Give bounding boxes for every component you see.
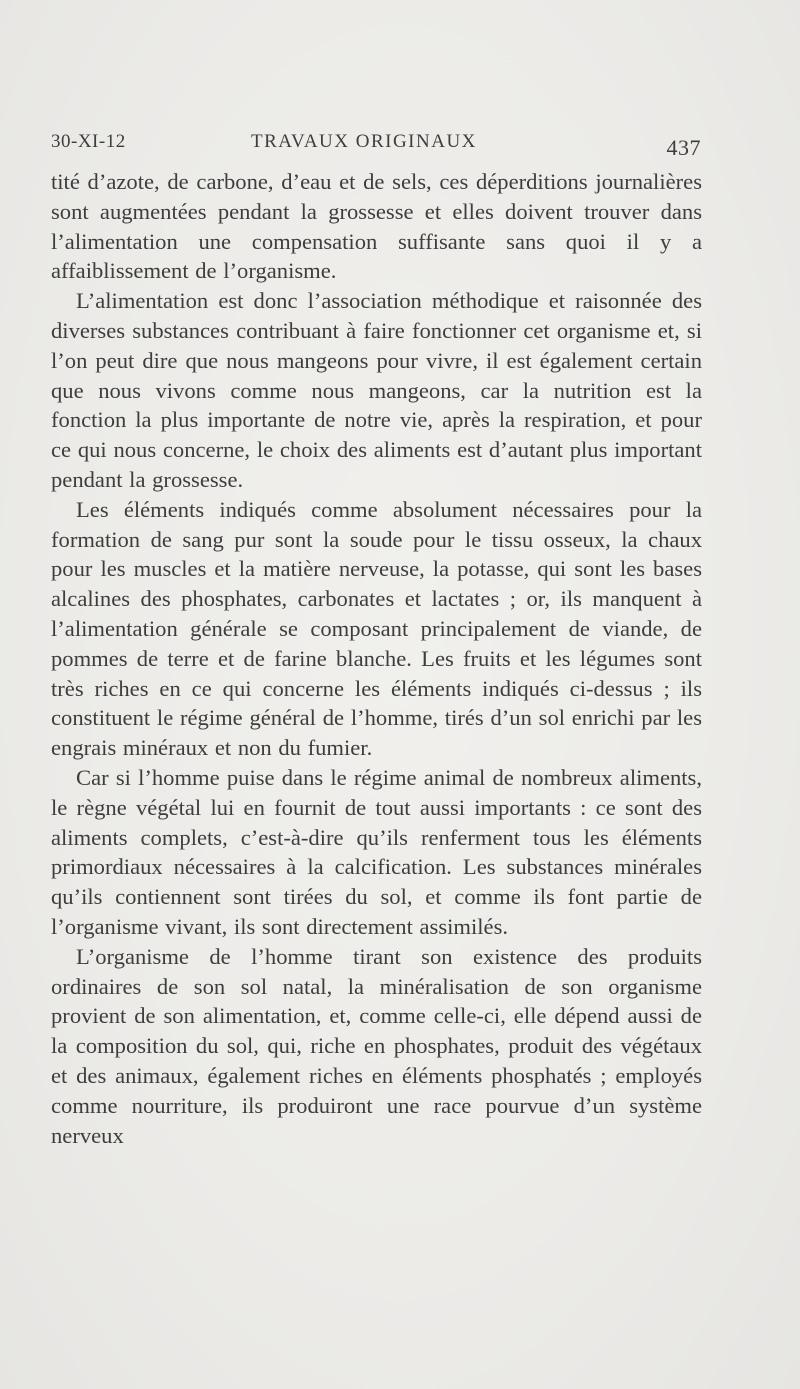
paragraph-organisme: L’organisme de l’homme tirant son existence des produits ordinaires de son sol natal, la minéralisation de son organisme provient de son alimentation, et, comme celle-ci, elle dépend aussi de la composition du sol, qui, riche en phosphates, produit des végétaux et des animaux, également riches en éléments phosphatés ; employés comme nourriture, ils produiront une race pourvue d’un système nerveux	[51, 943, 702, 1148]
paragraph-regime: Car si l’homme puise dans le régime animal de nombreux aliments, le règne végétal lui en fournit de tout aussi importants : ce sont des aliments complets, c’est-à-dire qu’ils renferment tous les éléments primordiaux nécessaires à la calcification. Les substances minérales qu’ils contiennent sont tirées du sol, et comme ils font partie de l’organisme vivant, ils sont directement assimilés.	[51, 764, 702, 939]
header-date: 30-XI-12	[51, 131, 126, 152]
paragraph-elements: Les éléments indiqués comme absolument nécessaires pour la formation de sang pur sont la soude pour le tissu osseux, la chaux pour les muscles et la matière nerveuse, la potasse, qui sont les bases alcalines des phosphates, carbonates et lactates ; or, ils manquent à l’alimentation générale se composant principalement de viande, de pommes de terre et de farine blanche. Les fruits et les légumes sont très riches en ce qui concerne les éléments indiqués ci-dessus ; ils constituent le régime général de l’homme, tirés d’un sol enrichi par les engrais minéraux et non du fumier.	[51, 496, 702, 761]
paragraph-continued: tité d’azote, de carbone, d’eau et de sels, ces déperditions journalières sont augmentées pendant la grossesse et elles doivent trouver dans l’alimentation une compensation suffisante sans quoi il y a affaiblissement de l’organisme.	[51, 169, 702, 284]
header-section-title: TRAVAUX ORIGINAUX	[251, 131, 477, 152]
running-header	[51, 131, 703, 161]
paragraph-alimentation: L’alimentation est donc l’association méthodique et raisonnée des diverses substances contribuant à faire fonctionner cet organisme et, si l’on peut dire que nous mangeons pour vivre, il est également certain que nous vivons comme nous mangeons, car la nutrition est la fonction la plus importante de notre vie, après la respiration, et pour ce qui nous concerne, le choix des aliments est d’autant plus important pendant la grossesse.	[51, 288, 702, 492]
body-text	[51, 167, 702, 1150]
page-number: 437	[666, 135, 701, 160]
